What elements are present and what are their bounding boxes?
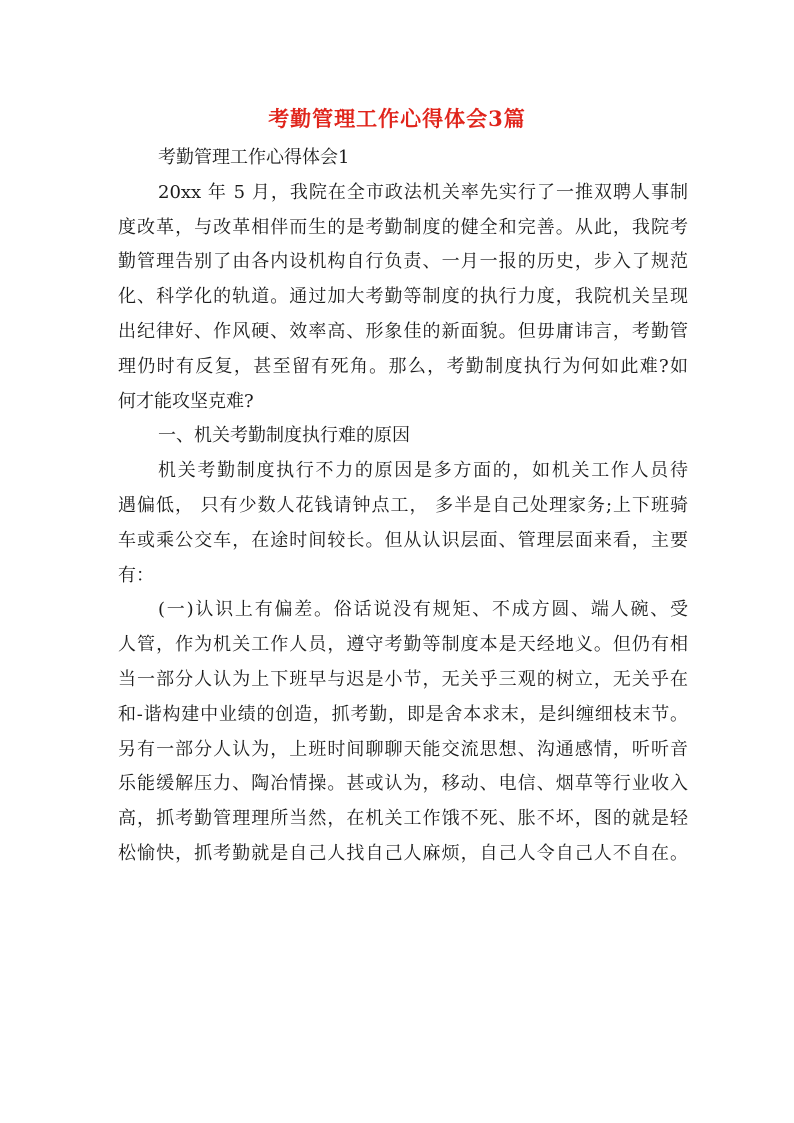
section-heading: 考勤管理工作心得体会1 [158, 147, 350, 168]
paragraph-line: 人管，作为机关工作人员，遵守考勤等制度本是天经地义。但仍有相 [118, 634, 688, 656]
paragraph-line: (一)认识上有偏差。俗话说没有规矩、不成方圆、端人碗、受 [158, 599, 688, 621]
paragraph-line: 理仍时有反复，甚至留有死角。那么，考勤制度执行为何如此难?如 [118, 355, 688, 377]
paragraph-line: 高，抓考勤管理理所当然，在机关工作饿不死、胀不坏，图的就是轻 [118, 808, 688, 830]
paragraph-line: 化、科学化的轨道。通过加大考勤等制度的执行力度，我院机关呈现 [118, 286, 688, 308]
paragraph-line: 出纪律好、作风硬、效率高、形象佳的新面貌。但毋庸讳言，考勤管 [118, 320, 688, 342]
document-title: 考勤管理工作心得体会3篇 [268, 106, 526, 131]
paragraph-line: 车或乘公交车，在途时间较长。但从认识层面、管理层面来看，主要 [118, 529, 688, 551]
section-heading: 一、机关考勤制度执行难的原因 [158, 425, 410, 447]
paragraph-line: 勤管理告别了由各内设机构自行负责、一月一报的历史，步入了规范 [118, 251, 688, 273]
paragraph-line: 机关考勤制度执行不力的原因是多方面的，如机关工作人员待 [158, 460, 688, 482]
paragraph-line: 松愉快，抓考勤就是自己人找自己人麻烦，自己人令自己人不自在。 [118, 842, 688, 864]
paragraph-line: 另有一部分人认为，上班时间聊聊天能交流思想、沟通感情，听听音 [118, 738, 688, 760]
paragraph-line: 20xx 年 5 月，我院在全市政法机关率先实行了一推双聘人事制 [158, 181, 688, 203]
paragraph-line: 有： [118, 564, 154, 586]
paragraph-line: 遇偏低， 只有少数人花钱请钟点工， 多半是自己处理家务;上下班骑 [118, 494, 688, 516]
paragraph-line: 和-谐构建中业绩的创造，抓考勤，即是舍本求末，是纠缠细枝末节。 [118, 703, 688, 725]
paragraph-line: 度改革，与改革相伴而生的是考勤制度的健全和完善。从此，我院考 [118, 216, 688, 238]
paragraph-line: 乐能缓解压力、陶冶情操。甚或认为，移动、电信、烟草等行业收入 [118, 773, 688, 795]
paragraph-line: 何才能攻坚克难? [118, 390, 254, 412]
paragraph-line: 当一部分人认为上下班早与迟是小节，无关乎三观的树立，无关乎在 [118, 668, 688, 690]
document-body [118, 148, 688, 879]
